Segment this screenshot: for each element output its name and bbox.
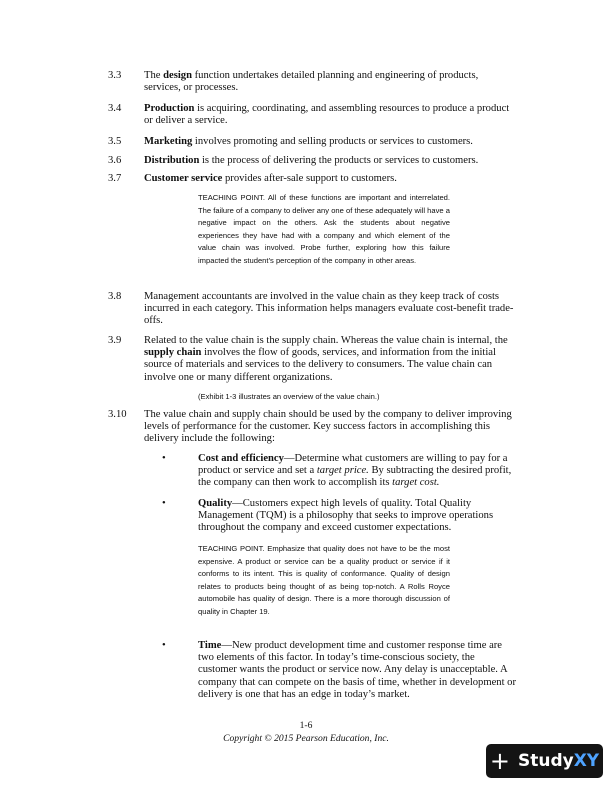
item-3-3: 3.3 The design function undertakes detailed planning and engineering of products, services, or processes. xyxy=(108,70,479,94)
brand-name: StudyXY xyxy=(517,751,600,771)
key-term: design xyxy=(163,70,192,81)
bullet-cost-efficiency: • Cost and efficiency—Determine what customers are willing to pay for a product or service and set a target price. By subtracting the desired profit, the company can then work to accomplish its target cost. xyxy=(162,453,512,489)
key-term: supply chain xyxy=(144,347,202,359)
item-3-8: 3.8 Management accountants are involved in the value chain as they keep track of costs incurred in each category. This information helps managers evaluate cost-benefit trade-offs. xyxy=(108,291,514,327)
bullet-quality: • Quality—Customers expect high levels of quality. Total Quality Management (TQM) is a philosophy that seeks to improve operations throughout the company and exceed customer expectations. xyxy=(162,498,494,534)
key-term: Quality xyxy=(198,498,233,509)
item-number: 3.3 xyxy=(108,70,122,81)
item-3-10: 3.10 The value chain and supply chain should be used by the company to deliver improving levels of performance for the customer. Key success factors in accomplishing this delivery include the following: xyxy=(108,409,512,445)
key-term: Cost and efficiency xyxy=(198,453,284,464)
plus-icon: + xyxy=(489,747,510,775)
item-3-9: 3.9 Related to the value chain is the supply chain. Whereas the value chain is internal, the supply chain involves the flow of goods, services, and information from the initial source of materials and services to the delivery to consumers. The value chain can involve one or many different organizations. xyxy=(108,335,508,383)
item-3-4: 3.4 Production is acquiring, coordinating, and assembling resources to produce a product or deliver a service. xyxy=(108,103,510,127)
item-number: 3.8 xyxy=(108,291,122,302)
item-3-7: 3.7 Customer service provides after-sale support to customers. xyxy=(108,173,397,184)
teaching-point-note: TEACHING POINT. All of these functions are important and interrelated. The failure of a company to deliver any one of these adequately will have a negative impact on the others. Ask the students about negative experiences they have had with a company and which element of the value chain was involved. Probe further, exploring how this failure impacted the student’s perception of the company in other areas. xyxy=(198,193,450,265)
bullet-icon: • xyxy=(162,640,166,651)
bullet-time: • Time—New product development time and customer response time are two elements of this factor. In today’s time-conscious society, the customer wants the product or service now. Any delay is unacceptable. A company that can compete on the basis of time, whether in development or delivery is one that has an edge in today’s market. xyxy=(162,640,517,700)
key-term: Time xyxy=(198,640,222,651)
key-term: Distribution xyxy=(144,155,200,166)
item-3-6: 3.6 Distribution is the process of delivering the products or services to customers. xyxy=(108,155,479,166)
exhibit-reference: (Exhibit 1-3 illustrates an overview of the value chain.) xyxy=(198,392,380,401)
bullet-icon: • xyxy=(162,498,166,509)
item-number: 3.10 xyxy=(108,409,127,420)
item-number: 3.9 xyxy=(108,335,122,346)
item-number: 3.6 xyxy=(108,155,122,166)
copyright-notice: Copyright © 2015 Pearson Education, Inc. xyxy=(223,733,389,744)
item-3-5: 3.5 Marketing involves promoting and selling products or services to customers. xyxy=(108,136,473,147)
teaching-point-note: TEACHING POINT. Emphasize that quality does not have to be the most expensive. A product or service can be a quality product or service if it conforms to its intent. This is quality of conformance. Quality of design relates to products being thought of as being top-notch. A Rolls Royce automobile has quality of design. There is a more thorough discussion of quality in Chapter 19. xyxy=(198,544,450,616)
item-number: 3.5 xyxy=(108,136,122,147)
bullet-icon: • xyxy=(162,453,166,464)
page-number: 1-6 xyxy=(299,720,313,731)
key-term: Customer service xyxy=(144,173,223,184)
item-number: 3.4 xyxy=(108,103,122,114)
key-term: Marketing xyxy=(144,136,193,147)
item-number: 3.7 xyxy=(108,173,122,184)
key-term: Production xyxy=(144,103,195,114)
studyxy-badge[interactable] xyxy=(486,744,603,778)
